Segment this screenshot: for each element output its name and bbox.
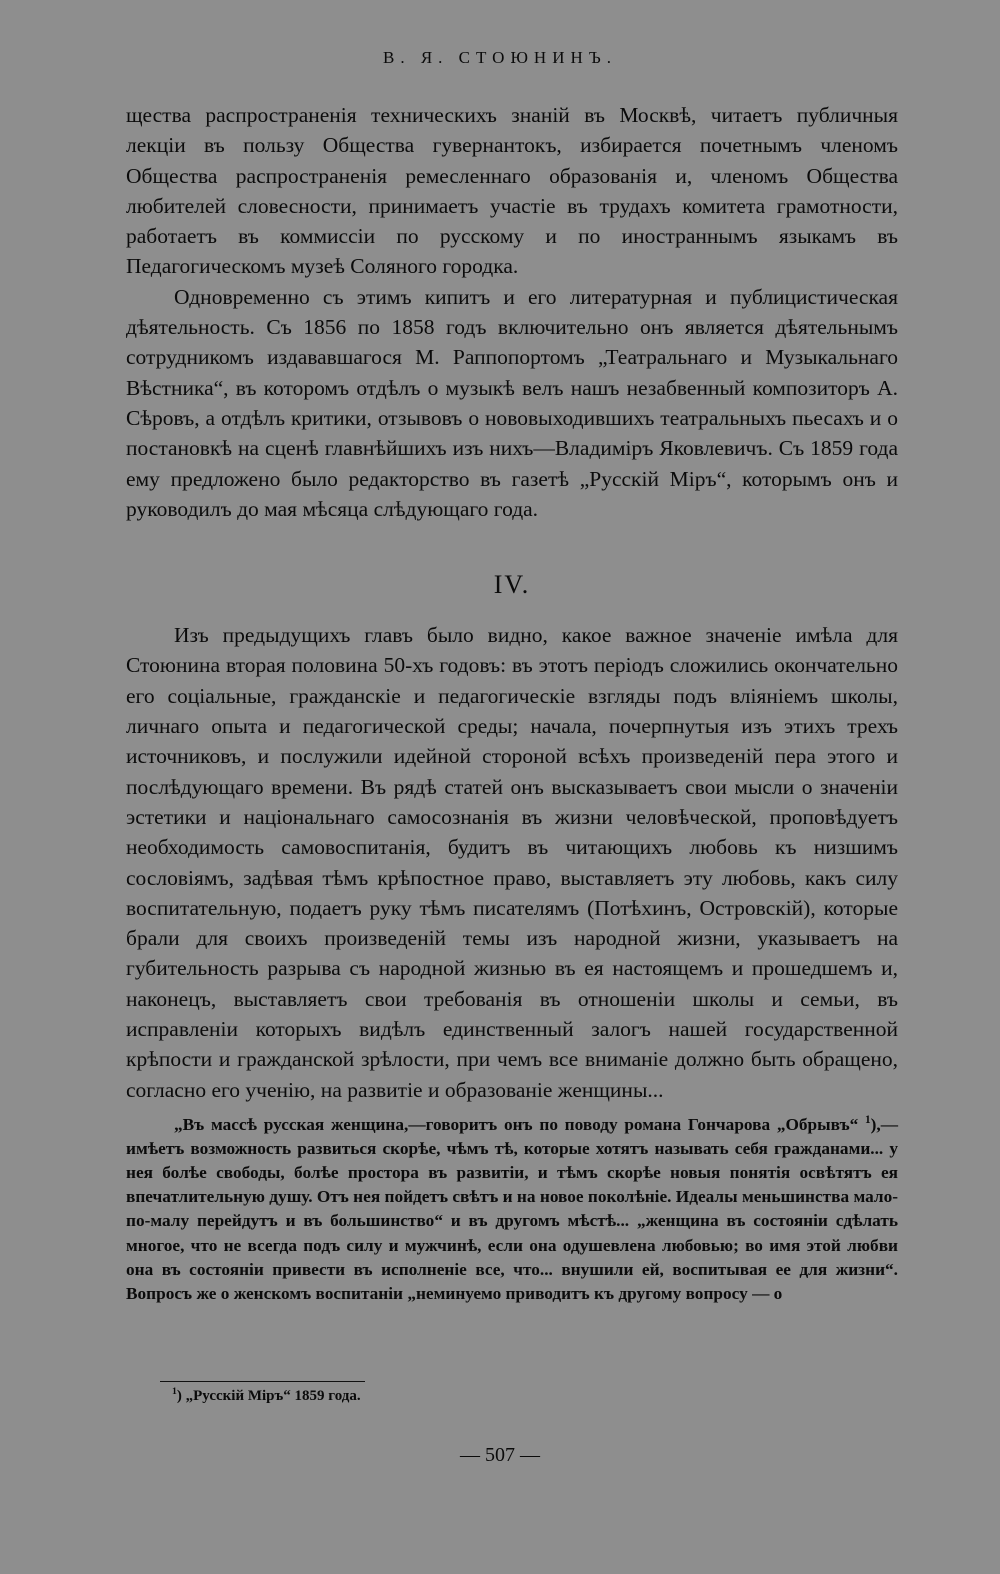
footnote-mark: 1	[172, 1386, 177, 1397]
paragraph-literary-activity: Одновременно съ этимъ кипитъ и его литературная и публицистическая дѣятельность. Съ 1856 по 1858 годъ включительно онъ является дѣятельнымъ сотрудникомъ издававшагося М. Раппопортомъ „Театральнаго и Музыкальнаго Вѣстника“, въ которомъ отдѣлъ о музыкѣ велъ нашъ незабвенный композиторъ А. Сѣровъ, а отдѣлъ критики, отзывовъ о нововыходившихъ театральныхъ пьесахъ и о постановкѣ на сценѣ главнѣйшихъ изъ нихъ—Владиміръ Яковлевичъ. Съ 1859 года ему предложено было редакторство въ газетѣ „Русскій Міръ“, которымъ онъ и руководилъ до мая мѣсяца слѣдующаго года.	[126, 284, 898, 521]
footnote-reference: 1	[865, 1113, 871, 1126]
body-text	[126, 100, 898, 1306]
paragraph-chapter-opening: Изъ предыдущихъ главъ было видно, какое важное значеніе имѣла для Стоюнина вторая половина 50-хъ годовъ: въ этотъ періодъ сложились окончательно его соціальные, гражданскіе и педагогическіе взгляды подъ вліяніемъ школы, личнаго опыта и педагогической среды; начала, почерпнутыя изъ этихъ трехъ источниковъ, и послужили идейной стороной всѣхъ произведеній пера этого и послѣдующаго времени. Въ рядѣ статей онъ высказываетъ свои мысли о значеніи эстетики и національнаго самосознанія въ жизни человѣческой, проповѣдуетъ необходимость самовоспитанія, будитъ въ читающихъ любовь къ низшимъ сословіямъ, задѣвая тѣмъ крѣпостное право, выставляетъ эту любовь, какъ силу воспитательную, подаетъ руку тѣмъ писателямъ (Потѣхинъ, Островскій), которые брали для своихъ произведеній темы изъ народной жизни, указываетъ на губительность разрыва съ народной жизнью въ ея настоящемъ и прошедшемъ и, наконецъ, выставляетъ свои требованія въ отношеніи школы и семьи, въ исправленіи которыхъ видѣлъ единственный залогъ нашей государственной крѣпости и гражданской зрѣлости, при чемъ все вниманіе должно быть обращено, согласно его ученію, на развитіе и образованіе женщины...	[126, 623, 898, 1102]
running-head: В. Я. СТОЮНИНЪ.	[382, 48, 617, 67]
footnote-text: ) „Русскій Міръ“ 1859 года.	[176, 1388, 361, 1404]
section-heading: IV.	[493, 570, 531, 600]
page-number: — 507 —	[460, 1444, 540, 1466]
quotation-text	[126, 1108, 898, 1306]
quotation-block	[126, 1108, 898, 1306]
footnote-rule	[160, 1381, 365, 1382]
footnote	[172, 1386, 361, 1405]
quotation-text-rest: ),—имѣетъ возможность развиться скорѣе, чѣмъ тѣ, которые хотятъ называть себя гражданами... у нея болѣе свободы, болѣе простора въ развитіи, и тѣмъ скорѣе новыя понятія освѣтятъ ея впечатлительную душу. Отъ нея пойдетъ свѣтъ и на новое поколѣніе. Идеалы меньшинства мало-по-малу перейдутъ и въ большинство“ и въ другомъ мѣстѣ... „женщина въ состояніи сдѣлать многое, что не всегда подъ силу и мужчинѣ, если она одушевлена любовью; во имя этой любви она въ состояніи привести въ исполненіе все, что... внушили ей, воспитывая ее для жизни“. Вопросъ же о женскомъ воспитаніи „неминуемо приводитъ къ другому вопросу — о	[126, 1114, 898, 1304]
paragraph-continuation: щества распространенія техническихъ знаній въ Москвѣ, читаетъ публичныя лекціи въ пользу Общества гувернантокъ, избирается почетнымъ членомъ Общества распространенія ремесленнаго образованія и, членомъ Общества любителей словесности, принимаетъ участіе въ трудахъ комитета грамотности, работаетъ въ коммиссіи по русскому и по иностраннымъ языкамъ въ Педагогическомъ музеѣ Соляного городка.	[126, 103, 898, 279]
quotation-text-start: „Въ массѣ русская женщина,—говоритъ онъ по поводу романа Гончарова „Обрывъ“	[174, 1114, 866, 1134]
